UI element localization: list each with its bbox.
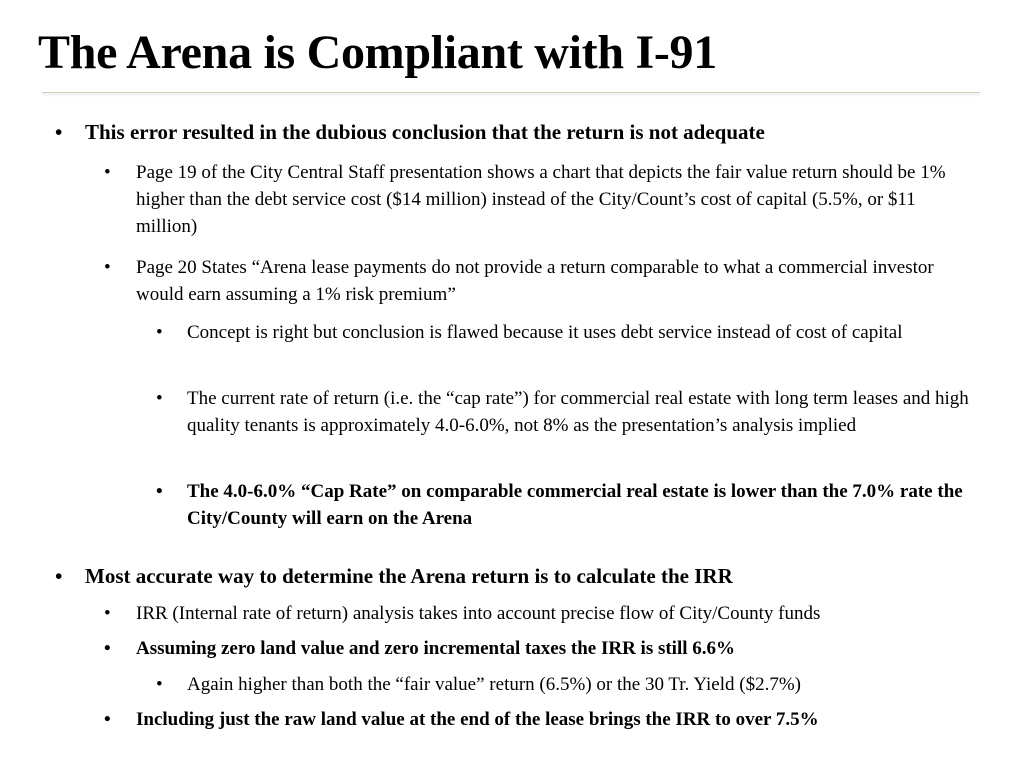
bullet-text: Again higher than both the “fair value” return (6.5%) or the 30 Tr. Yield ($2.7%) [187,674,802,695]
bullet-icon: • [156,388,163,409]
bullet-level2-raw-land-value [104,706,966,733]
bullet-text: Most accurate way to determine the Arena return is to calculate the IRR [85,564,733,588]
bullet-text: IRR (Internal rate of return) analysis takes into account precise flow of City/County funds [136,603,821,624]
bullet-text: Including just the raw land value at the end of the lease brings the IRR to over 7.5% [136,709,819,730]
bullet-level3-cap-rate [156,385,972,439]
bullet-level3-fair-value [156,671,972,698]
bullet-text: The current rate of return (i.e. the “cap rate”) for commercial real estate with long term leases and high quality tenants is approximately 4.0-6.0%, not 8% as the presentation’s analysis implied [187,388,969,436]
bullet-level1-error-conclusion [55,119,985,145]
bullet-text: Page 19 of the City Central Staff presentation shows a chart that depicts the fair value return should be 1% higher than the debt service cost ($14 million) instead of the City/Count’s cost of capital (5.5%, or $11 million) [136,162,946,237]
bullet-text: Concept is right but conclusion is flawed because it uses debt service instead of cost of capital [187,322,903,343]
bullet-icon: • [55,120,63,144]
bullet-level2-zero-land-value [104,635,966,662]
bullet-icon: • [156,322,163,343]
bullet-text: The 4.0-6.0% “Cap Rate” on comparable commercial real estate is lower than the 7.0% rate the City/County will earn on the Arena [187,481,963,529]
bullet-icon: • [104,257,111,278]
bullet-icon: • [104,603,111,624]
bullet-text: Assuming zero land value and zero incremental taxes the IRR is still 6.6% [136,638,736,659]
bullet-text: This error resulted in the dubious conclusion that the return is not adequate [85,120,765,144]
bullet-level1-irr [55,563,985,589]
bullet-text: Page 20 States “Arena lease payments do not provide a return comparable to what a commercial investor would earn assuming a 1% risk premium” [136,257,934,305]
bullet-icon: • [55,564,63,588]
bullet-level3-concept [156,319,972,346]
slide-title: The Arena is Compliant with I-91 [38,26,717,79]
bullet-icon: • [104,162,111,183]
bullet-level2-page20 [104,254,966,308]
bullet-icon: • [156,674,163,695]
bullet-icon: • [156,481,163,502]
bullet-level2-irr-analysis [104,600,966,627]
bullet-level3-cap-rate-comparison [156,478,972,532]
bullet-icon: • [104,709,111,730]
bullet-icon: • [104,638,111,659]
bullet-level2-page19 [104,159,966,240]
